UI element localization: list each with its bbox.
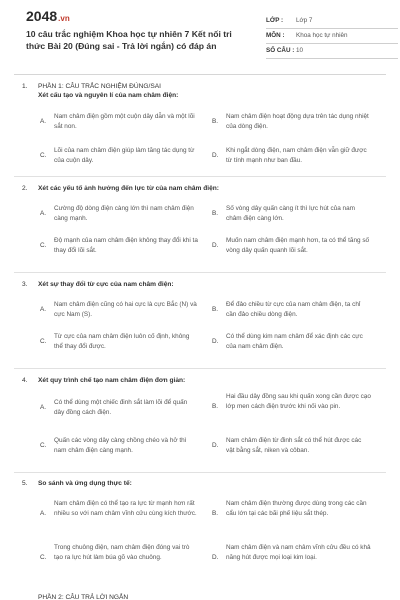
next-section-peek bbox=[14, 593, 390, 600]
option-text: Nam châm điện cũng có hai cực là cực Bắc (N) và cực Nam (S). bbox=[54, 301, 197, 318]
question-number: 2. bbox=[22, 185, 28, 192]
meta-value: Lớp 7 bbox=[296, 17, 313, 24]
option-letter: D. bbox=[212, 152, 219, 159]
option-letter: D. bbox=[212, 242, 219, 249]
option-text: Hai đầu dây đồng sau khi quấn xong cần được cạo lớp men cách điện trước khi nối vào pin. bbox=[226, 393, 371, 410]
question-1 bbox=[14, 82, 390, 172]
option-text: Nam châm điện từ đinh sắt có thể hút được các vật bằng sắt, niken và côban. bbox=[226, 437, 362, 454]
question-3 bbox=[14, 280, 390, 364]
option-letter: A. bbox=[40, 510, 47, 517]
part-heading: PHẦN 2: CÂU TRẢ LỜI NGẮN bbox=[38, 594, 129, 600]
meta-row-subject bbox=[266, 29, 398, 44]
option-d bbox=[212, 236, 371, 255]
question-2 bbox=[14, 184, 390, 268]
meta-value: 10 bbox=[296, 47, 304, 54]
option-c bbox=[40, 436, 199, 455]
question-number: 3. bbox=[22, 281, 28, 288]
meta-key: SỐ CÂU : bbox=[266, 47, 295, 54]
option-text: Lõi của nam châm điện giúp làm tăng tác dụng từ của cuộn dây. bbox=[54, 147, 195, 164]
question-divider bbox=[14, 176, 386, 177]
option-text: Nam châm điện thường được dùng trong các cần cẩu lớn tại các bãi phế liệu sắt thép. bbox=[226, 500, 367, 517]
option-letter: D. bbox=[212, 442, 219, 449]
question-prompt: Xét các yếu tố ảnh hưởng đến lực từ của nam châm điện: bbox=[38, 185, 219, 192]
question-prompt: Xét cấu tạo và nguyên lí của nam châm điện: bbox=[38, 92, 179, 99]
option-letter: D. bbox=[212, 554, 219, 561]
question-4 bbox=[14, 376, 390, 470]
option-letter: A. bbox=[40, 210, 47, 217]
option-c bbox=[40, 543, 199, 562]
question-divider bbox=[14, 368, 386, 369]
option-text: Nam châm điện gồm một cuộn dây dẫn và một lõi sắt non. bbox=[54, 113, 195, 130]
option-d bbox=[212, 436, 371, 455]
option-letter: D. bbox=[212, 338, 219, 345]
option-text: Độ mạnh của nam châm điện không thay đổi khi ta thay đổi lõi sắt. bbox=[54, 237, 198, 254]
question-text bbox=[38, 82, 178, 100]
option-text: Có thể dùng một chiếc đinh sắt làm lõi để quấn dây đồng cách điện. bbox=[54, 399, 188, 416]
option-text: Muốn nam châm điện mạnh hơn, ta có thể tăng số vòng dây quấn quanh lõi sắt. bbox=[226, 237, 370, 254]
option-text: Cường độ dòng điện càng lớn thì nam châm điện càng mạnh. bbox=[54, 205, 194, 222]
option-d bbox=[212, 332, 371, 351]
option-b bbox=[212, 112, 371, 131]
option-text: Có thể dùng kim nam châm để xác định các cực của nam châm điện. bbox=[226, 333, 363, 350]
option-a bbox=[40, 398, 199, 417]
option-a bbox=[40, 300, 199, 319]
logo-text: 2048 bbox=[26, 8, 58, 24]
question-5 bbox=[14, 479, 390, 589]
option-letter: C. bbox=[40, 442, 47, 449]
meta-key: LỚP : bbox=[266, 17, 284, 24]
option-letter: B. bbox=[212, 210, 219, 217]
meta-row-count bbox=[266, 44, 398, 59]
option-letter: C. bbox=[40, 554, 47, 561]
question-prompt: Xét sự thay đổi từ cực của nam châm điện: bbox=[38, 281, 174, 288]
option-text: Quấn các vòng dây càng chồng chéo và hở thì nam châm điện càng mạnh. bbox=[54, 437, 187, 454]
meta-key: MÔN : bbox=[266, 32, 285, 39]
question-number: 4. bbox=[22, 377, 28, 384]
option-letter: B. bbox=[212, 403, 219, 410]
header-divider bbox=[14, 74, 386, 75]
option-d bbox=[212, 146, 371, 165]
option-text: Nam châm điện có thể tạo ra lực từ mạnh hơn rất nhiều so với nam châm vĩnh cửu cùng kích thước. bbox=[54, 500, 197, 517]
option-text: Nam châm điện hoạt động dựa trên tác dụng nhiệt của dòng điện. bbox=[226, 113, 369, 130]
option-b bbox=[212, 204, 371, 223]
option-d bbox=[212, 543, 371, 562]
question-prompt: So sánh và ứng dụng thực tế: bbox=[38, 480, 132, 487]
logo-domain: .vn bbox=[58, 14, 70, 23]
document-meta bbox=[266, 14, 398, 59]
option-text: Trong chuông điện, nam châm điện đóng vai trò tạo ra lực hút làm búa gõ vào chuông. bbox=[54, 544, 190, 561]
option-letter: A. bbox=[40, 404, 47, 411]
option-letter: B. bbox=[212, 510, 219, 517]
option-text: Số vòng dây quấn càng ít thì lực hút của nam châm điện càng lớn. bbox=[226, 205, 355, 222]
option-letter: A. bbox=[40, 306, 47, 313]
option-letter: C. bbox=[40, 152, 47, 159]
question-divider bbox=[14, 472, 386, 473]
option-letter: A. bbox=[40, 118, 47, 125]
option-letter: B. bbox=[212, 306, 219, 313]
option-text: Để đảo chiều từ cực của nam châm điện, ta chỉ cần đảo chiều dòng điện. bbox=[226, 301, 361, 318]
question-number: 5. bbox=[22, 480, 28, 487]
question-prompt: Xét quy trình chế tạo nam châm điện đơn giản: bbox=[38, 377, 186, 384]
option-text: Nam châm điện và nam châm vĩnh cửu đều có khả năng hút được mọi loại kim loại. bbox=[226, 544, 371, 561]
site-logo[interactable] bbox=[26, 8, 70, 24]
option-b bbox=[212, 300, 371, 319]
option-text: Khi ngắt dòng điện, nam châm điện vẫn giữ được từ tính mạnh như ban đầu. bbox=[226, 147, 367, 164]
page-header bbox=[12, 0, 388, 72]
option-text: Từ cực của nam châm điện luôn cố định, không thể thay đổi được. bbox=[54, 333, 190, 350]
option-letter: B. bbox=[212, 118, 219, 125]
question-number: 1. bbox=[22, 83, 28, 90]
option-b bbox=[212, 499, 371, 518]
document-title: 10 câu trắc nghiệm Khoa học tự nhiên 7 Kết nối tri thức Bài 20 (Đúng sai - Trả lời ngắn) có đáp án bbox=[26, 29, 232, 51]
option-c bbox=[40, 332, 199, 351]
option-c bbox=[40, 146, 199, 165]
meta-value: Khoa học tự nhiên bbox=[296, 32, 348, 39]
option-b bbox=[212, 392, 371, 411]
part-heading: PHẦN 1: CÂU TRẮC NGHIỆM ĐÚNG/SAI bbox=[38, 83, 161, 90]
option-a bbox=[40, 204, 199, 223]
meta-row-class bbox=[266, 14, 398, 29]
option-letter: C. bbox=[40, 242, 47, 249]
question-divider bbox=[14, 272, 386, 273]
option-a bbox=[40, 499, 199, 518]
option-a bbox=[40, 112, 199, 131]
option-c bbox=[40, 236, 199, 255]
option-letter: C. bbox=[40, 338, 47, 345]
